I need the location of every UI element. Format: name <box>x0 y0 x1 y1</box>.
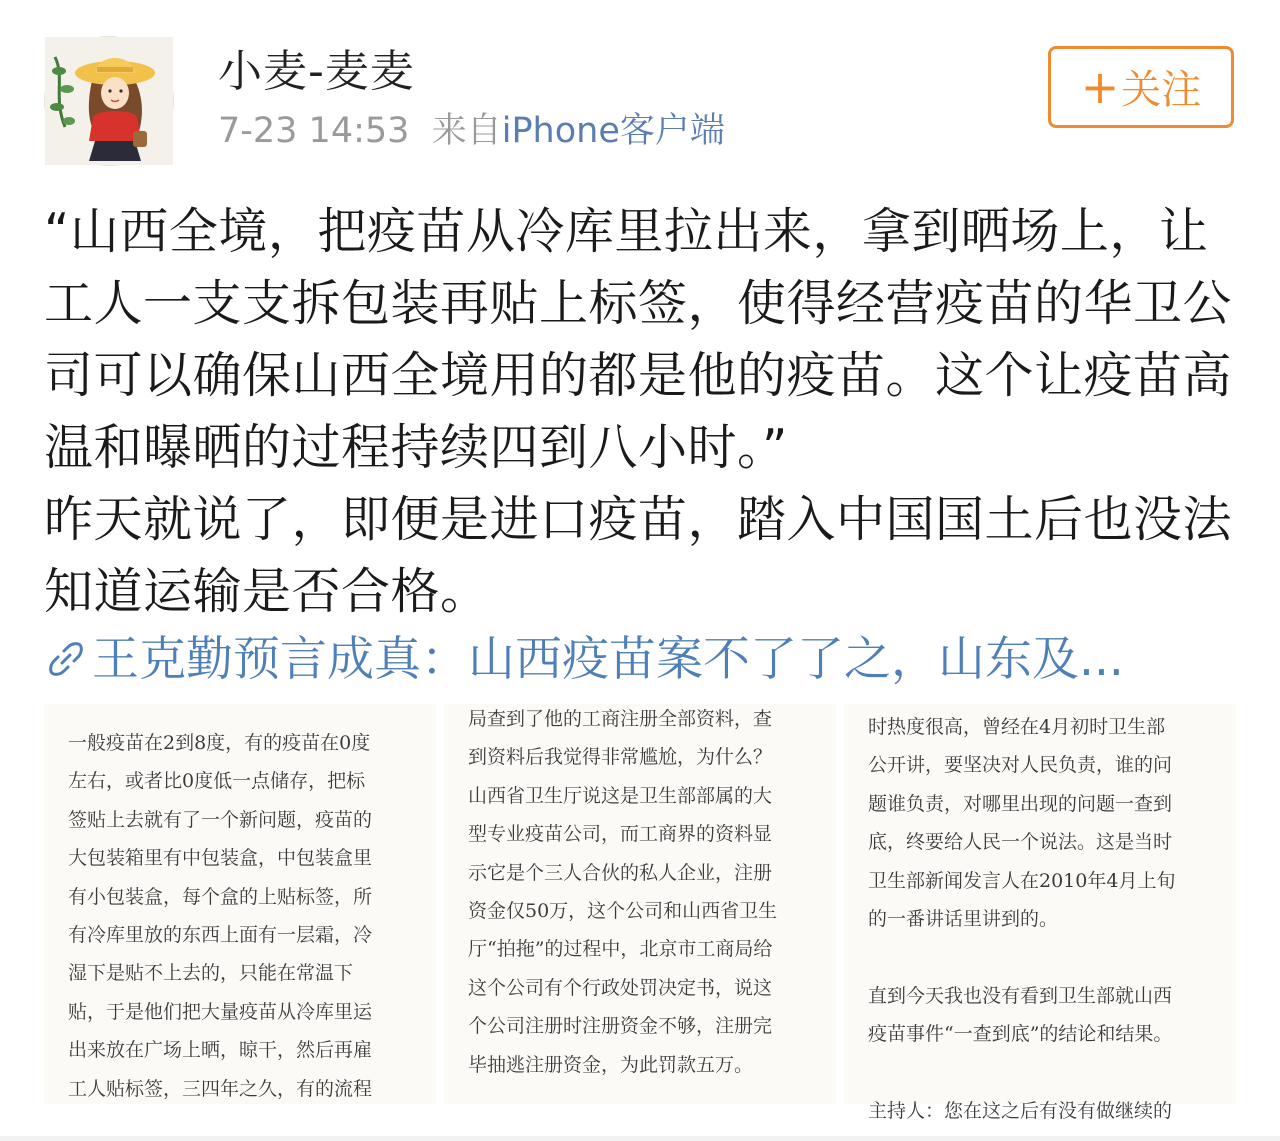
scan-line: 左右，或者比0度低一点储存，把标 <box>68 770 366 793</box>
scan-line: 疫苗事件“一查到底”的结论和结果。 <box>868 1023 1173 1046</box>
image-grid <box>44 704 1236 1123</box>
scan-line: 山西省卫生厅说这是卫生部部属的大 <box>468 784 773 807</box>
article-link-text: 王克勤预言成真：山西疫苗案不了了之，山东及... <box>92 632 1124 687</box>
post-body <box>44 196 1244 628</box>
scan-line: 签贴上去就有了一个新问题，疫苗的 <box>68 808 373 831</box>
post-header <box>0 0 1280 180</box>
scan-line: 型专业疫苗公司，而工商界的资料显 <box>468 823 773 846</box>
scan-line: 大包装箱里有中包装盒，中包装盒里 <box>68 847 373 870</box>
source-prefix: 来自 <box>431 111 502 151</box>
scan-line: 厅“拍拖”的过程中，北京市工商局给 <box>468 938 773 961</box>
author-name[interactable]: 小麦-麦麦 <box>218 46 415 97</box>
scan-line: 这个公司有个行政处罚决定书，说这 <box>468 976 773 999</box>
post-paragraph: 昨天就说了，即便是进口疫苗，踏入中国国土后也没法知道运输是否合格。 <box>44 491 1233 620</box>
follow-button[interactable] <box>1048 46 1234 128</box>
plus-icon: + <box>1080 60 1120 114</box>
follow-label: 关注 <box>1121 67 1202 113</box>
scanned-text-3 <box>868 708 1216 1130</box>
scanned-text-2 <box>468 700 816 1084</box>
image-thumbnail-1[interactable] <box>44 704 436 1104</box>
post-paragraph: “山西全境，把疫苗从冷库里拉出来，拿到晒场上，让工人一支支拆包装再贴上标签，使得经营疫苗的华卫公司可以确保山西全境用的都是他的疫苗。这个让疫苗高温和曝晒的过程持续四到八小时。” <box>44 203 1233 476</box>
scan-gap <box>868 938 1216 976</box>
post-source[interactable]: iPhone客户端 <box>501 111 725 151</box>
scan-line: 主持人：您在这之后有没有做继续的 <box>868 1100 1173 1123</box>
scan-line: 工人贴标签，三四年之久，有的流程 <box>68 1077 373 1100</box>
scan-line: 直到今天我也没有看到卫生部就山西 <box>868 984 1173 1007</box>
image-thumbnail-3[interactable] <box>844 704 1236 1123</box>
scan-line: 有冷库里放的东西上面有一层霜，冷 <box>68 924 373 947</box>
scan-line: 出来放在广场上晒，晾干，然后再雇 <box>68 1039 373 1062</box>
scan-line: 公开讲，要坚决对人民负责，谁的问 <box>868 754 1173 777</box>
scan-line: 湿下是贴不上去的，只能在常温下 <box>68 962 354 985</box>
scan-line: 卫生部新闻发言人在2010年4月上旬 <box>868 869 1176 892</box>
scan-gap <box>868 1054 1216 1092</box>
divider <box>0 1136 1280 1141</box>
post-time: 7-23 14:53 <box>218 111 410 151</box>
scan-line: 局查到了他的工商注册全部资料，查 <box>468 708 773 730</box>
cartoon-girl-avatar-icon <box>45 37 173 165</box>
avatar[interactable] <box>44 36 174 166</box>
scan-line: 题谁负责，对哪里出现的问题一查到 <box>868 792 1173 815</box>
image-thumbnail-2[interactable] <box>444 704 836 1104</box>
scan-line: 毕抽逃注册资金，为此罚款五万。 <box>468 1053 754 1076</box>
article-link[interactable] <box>44 624 1254 696</box>
scan-line: 到资料后我觉得非常尴尬，为什么？ <box>468 746 773 769</box>
post-meta <box>218 110 725 152</box>
scan-line: 底，终要给人民一个说法。这是当时 <box>868 831 1173 854</box>
scan-line: 的一番讲话里讲到的。 <box>868 908 1059 931</box>
scan-line: 个公司注册时注册资金不够，注册完 <box>468 1015 773 1038</box>
link-icon <box>44 637 88 681</box>
scan-line: 一般疫苗在2到8度，有的疫苗在0度 <box>68 732 371 754</box>
scan-line: 时热度很高，曾经在4月初时卫生部 <box>868 716 1166 738</box>
scan-line: 有小包装盒，每个盒的上贴标签，所 <box>68 885 373 908</box>
scan-line: 贴，于是他们把大量疫苗从冷库里运 <box>68 1000 373 1023</box>
scanned-text-1 <box>68 724 416 1108</box>
scan-line: 示它是个三人合伙的私人企业，注册 <box>468 861 773 884</box>
scan-line: 资金仅50万，这个公司和山西省卫生 <box>468 900 778 923</box>
